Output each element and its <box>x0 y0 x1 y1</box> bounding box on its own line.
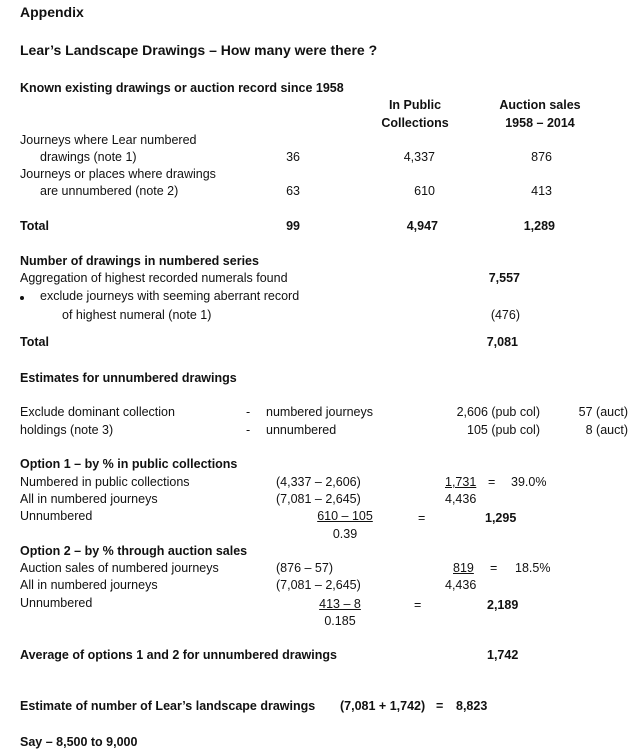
option1-line2-label: All in numbered journeys <box>20 492 158 506</box>
row2-journey-count: 63 <box>286 184 300 198</box>
option1-unnumbered-denominator: 0.39 <box>332 527 358 541</box>
row1-label-line2: drawings (note 1) <box>40 150 137 164</box>
option1-line1-label: Numbered in public collections <box>20 475 190 489</box>
aggregation-label: Aggregation of highest recorded numerals found <box>20 271 288 285</box>
row2-public-value: 610 <box>414 184 435 198</box>
known-drawings-heading: Known existing drawings or auction record since 1958 <box>20 81 344 95</box>
option2-heading: Option 2 – by % through auction sales <box>20 544 248 558</box>
auct-numbered: 57 (auct) <box>578 405 628 419</box>
numbered-total-value: 7,081 <box>486 335 518 349</box>
exclude-aberrant-line2: of highest numeral (note 1) <box>62 308 212 322</box>
option2-unnumbered-equals: = <box>414 598 422 612</box>
option2-unnumbered-result: 2,189 <box>487 598 519 612</box>
row1-auction-value: 876 <box>531 150 552 164</box>
category-numbered-journeys: numbered journeys <box>266 405 374 419</box>
known-total-auction: 1,289 <box>523 219 555 233</box>
average-value: 1,742 <box>487 648 519 662</box>
exclude-aberrant-value: (476) <box>490 308 520 322</box>
option2-line2-label: All in numbered journeys <box>20 578 158 592</box>
average-label: Average of options 1 and 2 for unnumbered drawings <box>20 648 337 662</box>
option2-line1-label: Auction sales of numbered journeys <box>20 561 219 575</box>
col-header-public-2: Collections <box>381 116 449 130</box>
exclude-aberrant-line1: exclude journeys with seeming aberrant record <box>40 289 300 303</box>
estimates-heading: Estimates for unnumbered drawings <box>20 371 237 385</box>
known-total-public: 4,947 <box>406 219 438 233</box>
category-unnumbered: unnumbered <box>266 423 337 437</box>
option2-line2-formula: (7,081 – 2,645) <box>276 578 361 592</box>
option1-line1-formula: (4,337 – 2,606) <box>276 475 361 489</box>
option2-ratio-numerator: 819 <box>453 561 474 575</box>
option2-unnumbered-denominator: 0.185 <box>324 614 356 628</box>
exclude-collection-line2: holdings (note 3) <box>20 423 114 437</box>
bullet-icon <box>20 296 24 300</box>
exclude-collection-line1: Exclude dominant collection <box>20 405 175 419</box>
pub-col-unnumbered: 105 (pub col) <box>467 423 540 437</box>
estimate-value: 8,823 <box>456 699 488 713</box>
option1-line3-label: Unnumbered <box>20 509 93 523</box>
known-total-count: 99 <box>286 219 300 233</box>
option1-unnumbered-numerator: 610 – 105 <box>317 509 373 523</box>
appendix-title: Appendix <box>20 4 84 20</box>
option2-unnumbered-numerator: 413 – 8 <box>319 597 361 611</box>
option1-ratio-numerator: 1,731 <box>445 475 477 489</box>
document-subtitle: Lear’s Landscape Drawings – How many were there ? <box>20 42 378 58</box>
row2-label-line1: Journeys or places where drawings <box>20 167 216 181</box>
option1-percentage: 39.0% <box>511 475 547 489</box>
option2-line1-formula: (876 – 57) <box>276 561 333 575</box>
numbered-series-heading: Number of drawings in numbered series <box>20 254 259 268</box>
col-header-auction-1: Auction sales <box>499 98 581 112</box>
row1-journey-count: 36 <box>286 150 300 164</box>
aggregation-value: 7,557 <box>488 271 520 285</box>
dash-2: - <box>246 423 251 437</box>
estimate-label: Estimate of number of Lear’s landscape drawings <box>20 699 316 713</box>
row1-public-value: 4,337 <box>403 150 435 164</box>
option1-line2-formula: (7,081 – 2,645) <box>276 492 361 506</box>
numbered-total-label: Total <box>20 335 49 349</box>
estimate-formula: (7,081 + 1,742) <box>340 699 426 713</box>
col-header-auction-2: 1958 – 2014 <box>505 116 575 130</box>
option2-ratio-denominator: 4,436 <box>445 578 477 592</box>
option2-ratio-equals: = <box>490 561 498 575</box>
col-header-public-1: In Public <box>388 98 442 112</box>
auct-unnumbered: 8 (auct) <box>585 423 628 437</box>
estimate-equals: = <box>436 699 444 713</box>
option1-ratio-equals: = <box>488 475 496 489</box>
row1-label-line1: Journeys where Lear numbered <box>20 133 197 147</box>
known-total-label: Total <box>20 219 49 233</box>
option1-ratio-denominator: 4,436 <box>445 492 477 506</box>
row2-label-line2: are unnumbered (note 2) <box>40 184 179 198</box>
option1-heading: Option 1 – by % in public collections <box>20 457 238 471</box>
say-range: Say – 8,500 to 9,000 <box>20 735 138 749</box>
option1-unnumbered-result: 1,295 <box>485 511 517 525</box>
option1-unnumbered-equals: = <box>418 511 426 525</box>
option2-percentage: 18.5% <box>515 561 551 575</box>
dash-1: - <box>246 405 251 419</box>
pub-col-numbered: 2,606 (pub col) <box>456 405 540 419</box>
option2-line3-label: Unnumbered <box>20 596 93 610</box>
row2-auction-value: 413 <box>531 184 552 198</box>
